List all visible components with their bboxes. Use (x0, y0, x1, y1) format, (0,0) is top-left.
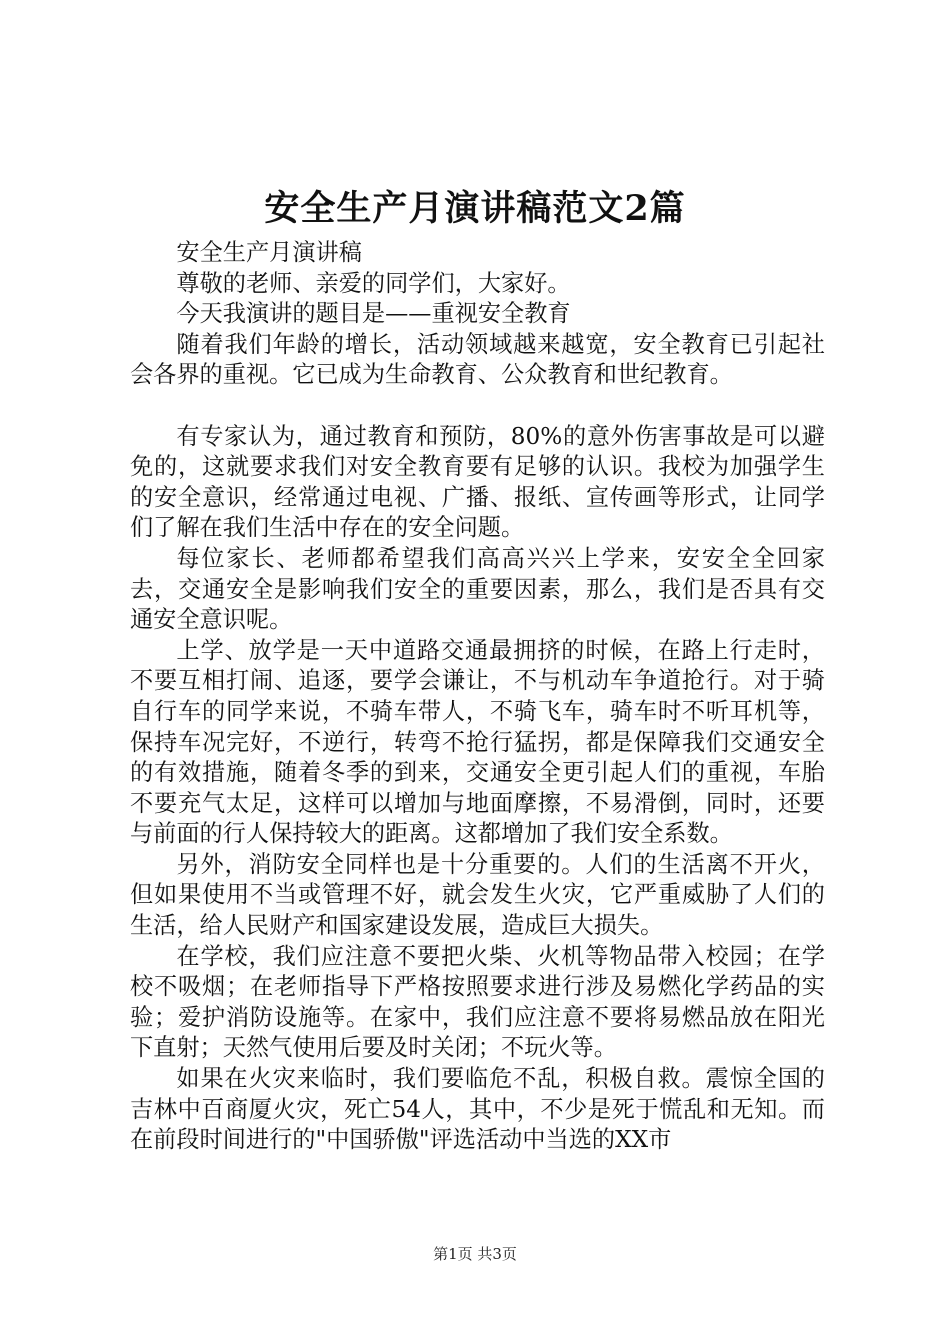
paragraph-fire-safety: 另外，消防安全同样也是十分重要的。人们的生活离不开火，但如果使用不当或管理不好，就会发生火灾，它严重威胁了人们的生活，给人民财产和国家建设发展，造成巨大损失。 (130, 850, 825, 940)
document-title: 安全生产月演讲稿范文2篇 (264, 188, 686, 229)
paragraph-traffic-question: 每位家长、老师都希望我们高高兴兴上学来，安安全全回家去，交通安全是影响我们安全的重要因素，那么，我们是否具有交通安全意识呢。 (130, 544, 825, 634)
paragraph-fire-emergency: 如果在火灾来临时，我们要临危不乱，积极自救。震惊全国的吉林中百商厦火灾，死亡54人，其中，不少是死于慌乱和无知。而在前段时间进行的"中国骄傲"评选活动中当选的XX市 (130, 1065, 825, 1154)
paragraph-intro: 随着我们年龄的增长，活动领域越来越宽，安全教育已引起社会各界的重视。它已成为生命教育、公众教育和世纪教育。 (130, 330, 825, 389)
paragraph-fire-precautions: 在学校，我们应注意不要把火柴、火机等物品带入校园；在学校不吸烟；在老师指导下严格按照要求进行涉及易燃化学药品的实验；爱护消防设施等。在家中，我们应注意不要将易燃品放在阳光下直射；天然气使用后要及时关闭；不玩火等。 (130, 942, 825, 1062)
paragraph-subtitle: 安全生产月演讲稿 (176, 239, 362, 266)
paragraph-traffic-safety: 上学、放学是一天中道路交通最拥挤的时候，在路上行走时，不要互相打闹、追逐，要学会谦让，不与机动车争道抢行。对于骑自行车的同学来说，不骑车带人，不骑飞车，骑车时不听耳机等，保持车况完好，不逆行，转弯不抢行猛拐，都是保障我们交通安全的有效措施，随着冬季的到来，交通安全更引起人们的重视，车胎不要充气太足，这样可以增加与地面摩擦，不易滑倒，同时，还要与前面的行人保持较大的距离。这都增加了我们安全系数。 (130, 636, 825, 848)
page-number-footer: 第1页 共3页 (433, 1245, 517, 1263)
paragraph-expert-view: 有专家认为，通过教育和预防，80%的意外伤害事故是可以避免的，这就要求我们对安全教育要有足够的认识。我校为加强学生的安全意识，经常通过电视、广播、报纸、宣传画等形式，让同学们了解在我们生活中存在的安全问题。 (130, 422, 825, 542)
paragraph-greeting: 尊敬的老师、亲爱的同学们，大家好。 (176, 269, 571, 297)
document-body (130, 238, 825, 1156)
paragraph-topic: 今天我演讲的题目是——重视安全教育 (176, 300, 571, 328)
